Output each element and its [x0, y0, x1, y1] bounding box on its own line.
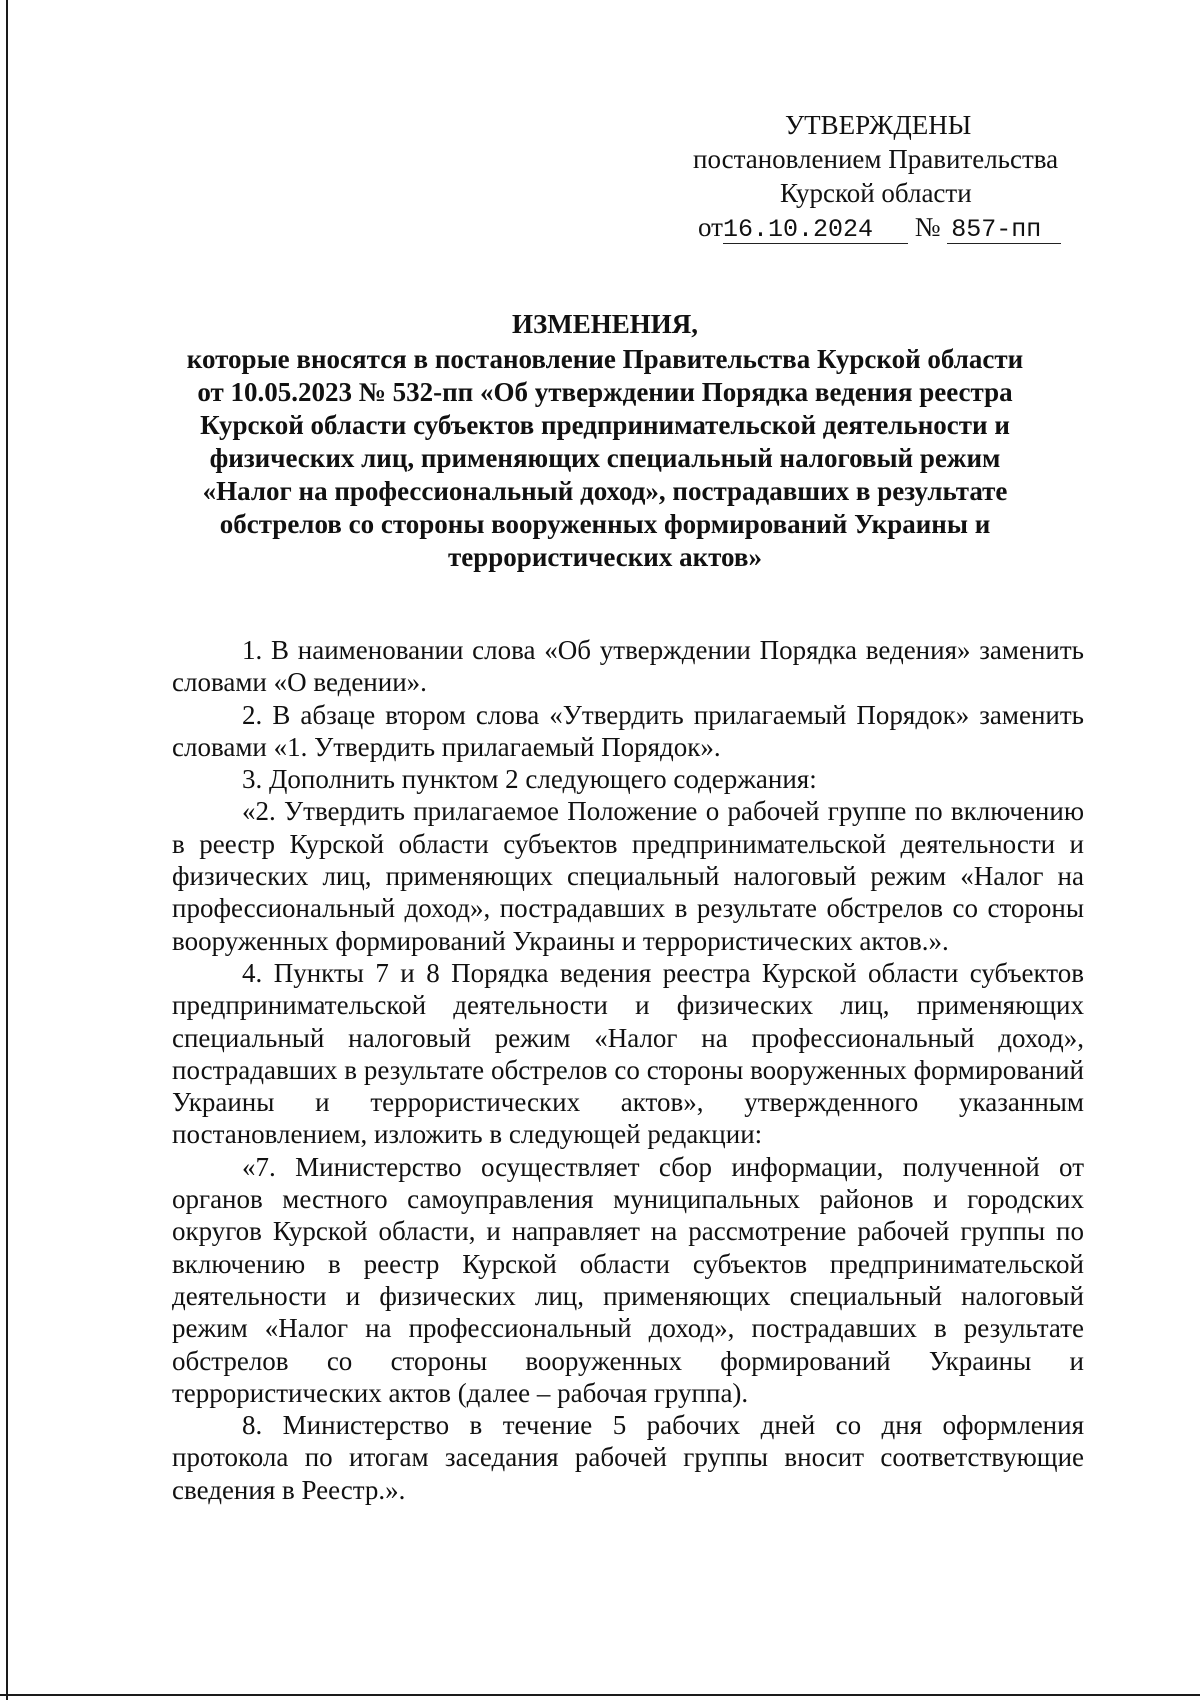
- document-heading: [150, 308, 1060, 574]
- date-prefix: от: [698, 212, 723, 242]
- paragraph-2: 2. В абзаце втором слова «Утвердить прилагаемый Порядок» заменить словами «1. Утвердить прилагаемый Порядок».: [172, 699, 1084, 762]
- scan-edge-left: [6, 0, 8, 1700]
- approval-block: [660, 108, 1120, 244]
- paragraph-quote-2: «2. Утвердить прилагаемое Положение о рабочей группе по включению в реестр Курской области субъектов предпринимательской деятельности и физических лиц, применяющих специальный налоговый режим «Налог на профессиональный доход», пострадавших в результате обстрелов со стороны вооруженных формирований Украины и террористических актов.».: [172, 796, 1084, 956]
- scan-edge-bottom: [0, 1694, 1200, 1696]
- approval-number: 857-пп: [947, 217, 1061, 244]
- number-prefix: №: [914, 212, 941, 242]
- heading-subtitle-line: которые вносятся в постановление Правительства Курской области: [186, 344, 1024, 374]
- paragraph-quote-7: «7. Министерство осуществляет сбор информации, полученной от органов местного самоуправления муниципальных районов и городских округов Курской области, и направляет на рассмотрение рабочей группы по включению в реестр Курской области субъектов предпринимательской деятельности и физических лиц, применяющих специальный налоговый режим «Налог на профессиональный доход», пострадавших в результате обстрелов со стороны вооруженных формирований Украины и террористических актов (далее – рабочая группа).: [172, 1151, 1084, 1408]
- approval-issuer: постановлением Правительства: [693, 144, 1059, 174]
- paragraph-4: 4. Пункты 7 и 8 Порядка ведения реестра Курской области субъектов предпринимательской деятельности и физических лиц, применяющих специальный налоговый режим «Налог на профессиональный доход», пострадавших в результате обстрелов со стороны вооруженных формирований Украины и террористических актов», утвержденного указанным постановлением, изложить в следующей редакции:: [172, 957, 1084, 1150]
- heading-subtitle-line: Курской области субъектов предпринимательской деятельности и: [200, 410, 1010, 440]
- heading-subtitle-line: физических лиц, применяющих специальный налоговый режим: [209, 443, 1001, 473]
- approval-date: 16.10.2024: [723, 217, 908, 244]
- heading-title: ИЗМЕНЕНИЯ,: [511, 309, 698, 339]
- heading-subtitle-line: от 10.05.2023 № 532-пп «Об утверждении Порядка ведения реестра: [197, 377, 1013, 407]
- document-body: [172, 634, 1084, 1506]
- paragraph-3: 3. Дополнить пунктом 2 следующего содержания:: [242, 764, 817, 795]
- heading-subtitle-line: обстрелов со стороны вооруженных формирований Украины и: [219, 509, 991, 539]
- paragraph-quote-8: 8. Министерство в течение 5 рабочих дней со дня оформления протокола по итогам заседания рабочей группы вносит соответствующие сведения в Реестр.».: [172, 1410, 1084, 1505]
- approval-region: Курской области: [780, 178, 972, 208]
- approval-title: УТВЕРЖДЕНЫ: [785, 110, 972, 140]
- paragraph-1: 1. В наименовании слова «Об утверждении Порядка ведения» заменить словами «О ведении».: [172, 635, 1084, 698]
- heading-subtitle-line: террористических актов»: [448, 542, 762, 572]
- approval-date-line: [660, 210, 1120, 244]
- heading-subtitle-line: «Налог на профессиональный доход», пострадавших в результате: [202, 476, 1008, 506]
